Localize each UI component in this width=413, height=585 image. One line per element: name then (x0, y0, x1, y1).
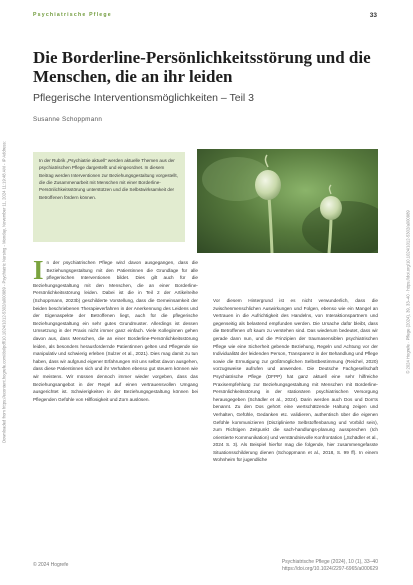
body-column-left (33, 255, 198, 403)
body-column-right (213, 297, 378, 464)
download-notice: Downloaded from https://econtent.hogrefe.com/doi/pdf/10.1024/1012-5302/a000989 - Psychiatric Nursing - Monday, November 11, 2024 11:19:48 AM - IP Address: (1, 141, 7, 443)
article-title: Die Borderline-Persönlichkeitsstörung und die Menschen, die an ihr leiden (33, 48, 371, 86)
drop-cap: I (33, 255, 44, 285)
page-number: 33 (369, 12, 377, 19)
side-margin-left (0, 0, 9, 585)
photo-illustration (197, 149, 378, 253)
body-text-right: Vor diesem Hintergrund ist es nicht verwunderlich, dass die zwischenmenschlichen Auswirkungen und Folgen, ebenso wie ein Mangel an Vertrauen in die Aufrichtigkeit des Handelns, von Interaktionspartnern und gegenseitig als belastend empfunden werden. Die Ursache dafür bleibt, dass die Betroffenen oft kaum zu verstehen sind. Das wiederum bedeutet, dass wir gerade dann nun, und die Prinzipien der traumasensiblen psychiatrischen Pflege wie eine Sicherheit gebende Beziehung, Regeln und Achtung vor der Individualität der leidenden Person, Transparenz in der Behandlung und Pflege sowie die Ermutigung zur größtmöglichen Selbstbestimmung (Reichel, 2020) vorzugsweise aufrufen und anwenden. Die Deutsche Fachgesellschaft Psychiatrische Pflege (DFPP) hat ganz aktuell eine sehr hilfreiche Praxisempfehlung zur Beziehungsgestaltung mit Menschen mit Borderline-Persönlichkeitsstörung in der stationären psychiatrischen Versorgung herausgegeben (Schädler et al., 2024). Darin werden auch Dos und Don’ts benannt. Zu den Dos gehört eine wertschätzende Haltung zeigen und Verhalten, Gefühle, Gedanken etc. validieren, authentisch über die eigenen Gefühle kommunizieren (Disziplinierte Selbstoffenbarung und Vorbild sein), zum Richtigen Zeitpunkt die sach-handlungs-planung aussprechen (Ich orientierte Kommunikation) und verständnisvolle Konfrontation („Schädler et al., 2024 S. 3). Als Beispiel hierfür mag die folgende, hier zusammengefasste Situationsschilderung dienen (Schoppmann et al., 2018, S. 99 ff). In einem Wohnheim für jugendliche (213, 298, 378, 463)
article-author: Susanne Schoppmann (33, 116, 103, 123)
journal-citation: Psychiatrische Pflege (2024), 10 (1), 33–40 (281, 559, 378, 565)
journal-reference (282, 559, 378, 572)
page-header (33, 12, 377, 22)
article-subtitle: Pflegerische Interventionsmöglichkeiten – Teil 3 (33, 92, 255, 104)
copyright: © 2024 Hogrefe (33, 562, 69, 568)
intro-box: In der Rubrik „Psychiatrie aktuell“ werden aktuelle Themen aus der psychiatrischen Pflege dargestellt und eingeordnet. In diesem Beitrag werden Interventionen zur Beziehungsgestaltung vorgestellt, die die Zusammenarbeit mit Menschen mit einer Borderline-Persönlichkeitsstörung unterstützen und die Selbstwirksamkeit der Betroffenen fördern können. (33, 152, 185, 242)
body-text-left: n der psychiatrischen Pflege wird davon ausgegangen, dass die Beziehungsgestaltung mit den Patientinnen die Grundlage für alle pflegerischen Interventionen bildet. Dies gilt auch für die Beziehungsgestaltung mit den Menschen, die an einer Borderline-Persönlichkeitsstörung leiden. Dabei ist die in Teil 2 der Artikelreihe (Schoppmann, 2023b) geschilderte Vorstellung, dass die Gemeinsamkeit der beiden beschriebenen Therapieverfahren in der Anerkennung des Leidens und der Eigenaspekte der Betroffenen liegt, auch für die pflegerische Beziehungsgestaltung ein sehr gutes Grundmuster. Allerdings ist dessen Umsetzung in der Praxis nicht immer ganz einfach. Viele Kolleginnen gehen davon aus, dass Menschen, die an einer Borderline-Persönlichkeitsstörung leiden, als besonders herausfordernde Patientinnen gelten und Pflegende sie manipulativ und schwierig erleben (Sulzer et al., 2021). Dies mag damit zu tun haben, dass wir aufgrund eigener Erfahrungen mit uns selbst davon ausgehen, dass diese Patientinnen sich und ihr Verhalten ebenso gut steuern können wie wir meistens. Wir müssen dennoch immer wieder vorgeben, dass das Beziehungsangebot in der Regel auf einen vertrauensvollen Umgang ausgerichtet ist. Schwierigkeiten in der Beziehungsgestaltung können bei Pflegenden Gefühle von Hilflosigkeit und Zorn auslösen. (33, 260, 198, 402)
side-margin-right (404, 0, 413, 585)
journal-doi: https://doi.org/10.1024/2297-6965/a000629 (282, 565, 378, 572)
license-notice: © 2024 Hogrefe · Pflege (2024), 39, 33–40 · https://doi.org/10.1024/1012-5302/a000989 (405, 210, 411, 374)
section-label: Psychiatrische Pflege (33, 12, 112, 18)
page-footer (33, 559, 378, 577)
allium-buds-photo (197, 149, 378, 253)
